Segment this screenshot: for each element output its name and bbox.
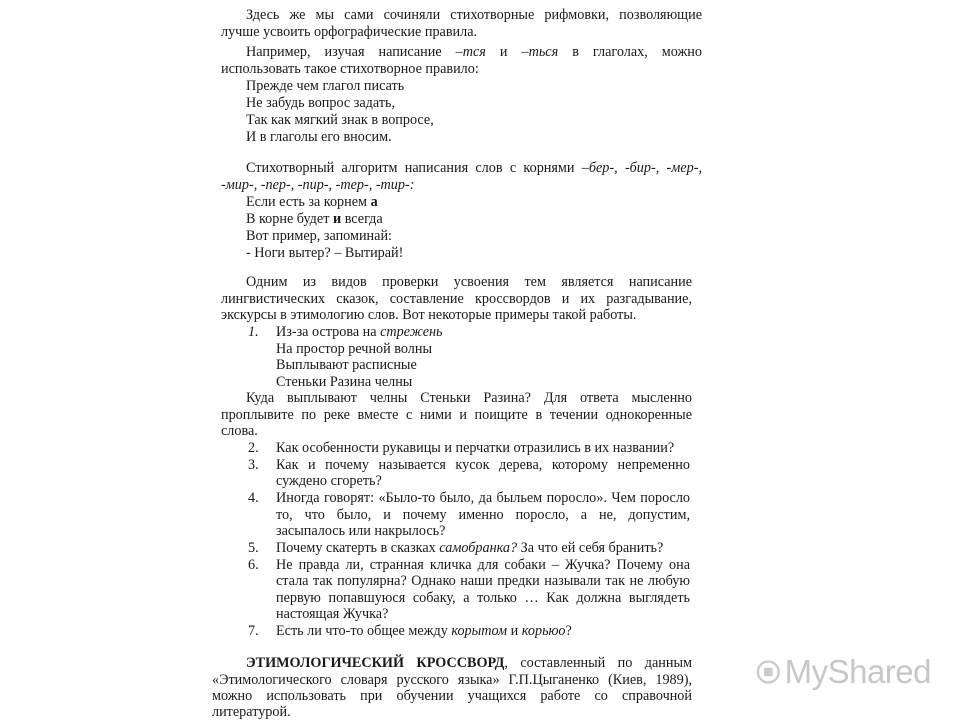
list-number: 7. xyxy=(248,623,259,639)
list-item-text: стала так популярна? Однако наши предки называли так не любую xyxy=(276,573,690,589)
list-item-text: Почему скатерть в сказках самобранка? За что ей себя бранить? xyxy=(276,540,664,556)
list-item-text: суждено сгореть? xyxy=(276,473,382,489)
paragraph-line: -мир-, -пер-, -пир-, -тер-, -тир-: xyxy=(221,177,415,193)
poem-line: - Ноги вытер? – Вытирай! xyxy=(246,245,404,261)
poem-line: Вот пример, запоминай: xyxy=(246,228,392,244)
poem-line: Прежде чем глагол писать xyxy=(246,78,405,94)
paragraph-line: Одним из видов проверки усвоения тем является написание xyxy=(246,274,692,290)
list-number: 6. xyxy=(248,557,259,573)
paragraph-line: Куда выплывают челны Стеньки Разина? Для ответа мысленно xyxy=(246,390,692,406)
list-item-text: Как и почему называется кусок дерева, которому непременно xyxy=(276,457,690,473)
list-item-text: Есть ли что-то общее между корытом и корьюо? xyxy=(276,623,572,639)
poem-line: На простор речной волны xyxy=(276,341,432,357)
list-item-text: то, что было, и почему именно поросло, а не, допустим, xyxy=(276,507,690,523)
list-item-text: первую попавшуюся собаку, а только … Как должна выглядеть xyxy=(276,590,690,606)
poem-line: И в глаголы его вносим. xyxy=(246,129,392,145)
list-item-text: Не правда ли, странная кличка для собаки – Жучка? Почему она xyxy=(276,557,690,573)
list-item-text: настоящая Жучка? xyxy=(276,606,389,622)
list-item-text: засыпалось или накрылось? xyxy=(276,523,446,539)
paragraph-line: ЭТИМОЛОГИЧЕСКИЙ КРОССВОРД, составленный по данным xyxy=(246,655,692,671)
poem-line: Не забудь вопрос задать, xyxy=(246,95,396,111)
list-number: 4. xyxy=(248,490,259,506)
paragraph-line: «Этимологического словаря русского языка» Г.П.Цыганенко (Киев, 1989), xyxy=(212,672,692,688)
list-item-text: Иногда говорят: «Было-то было, да быльем поросло». Чем поросло xyxy=(276,490,690,506)
paragraph-line: можно использовать при обучении учащихся работе со справочной xyxy=(212,688,692,704)
paragraph-line: Например, изучая написание –тся и –ться в глаголах, можно xyxy=(246,44,702,60)
paragraph-line: лучше усвоить орфографические правила. xyxy=(221,24,478,40)
list-number: 2. xyxy=(248,440,259,456)
list-number: 3. xyxy=(248,457,259,473)
poem-line: Если есть за корнем а xyxy=(246,194,378,210)
poem-line: Из-за острова на стрежень xyxy=(276,324,443,340)
poem-line: Выплывают расписные xyxy=(276,357,417,373)
paragraph-line: Стихотворный алгоритм написания слов с корнями –бер-, -бир-, -мер-, xyxy=(246,160,702,176)
poem-line: Так как мягкий знак в вопросе, xyxy=(246,112,434,128)
list-number: 5. xyxy=(248,540,259,556)
myshared-logo-icon xyxy=(756,652,781,692)
paragraph-line: использовать такое стихотворное правило: xyxy=(221,61,479,77)
watermark xyxy=(756,648,931,696)
watermark-text: MyShared xyxy=(784,653,931,690)
paragraph-line: Здесь же мы сами сочиняли стихотворные рифмовки, позволяющие xyxy=(246,7,702,23)
list-item-text: Как особенности рукавицы и перчатки отразились в их названии? xyxy=(276,440,675,456)
paragraph-line: экскурсы в этимологию слов. Вот некоторые примеры такой работы. xyxy=(221,307,637,323)
paragraph-line: проплывите по реке вместе с ними и поищите в течении однокоренные xyxy=(221,407,692,423)
paragraph-line: лингвистических сказок, составление кроссвордов и их разгадывание, xyxy=(221,291,692,307)
list-number: 1. xyxy=(248,324,259,340)
paragraph-line: литературой. xyxy=(212,704,291,720)
poem-line: Стеньки Разина челны xyxy=(276,374,413,390)
poem-line: В корне будет и всегда xyxy=(246,211,383,227)
paragraph-line: слова. xyxy=(221,423,258,439)
